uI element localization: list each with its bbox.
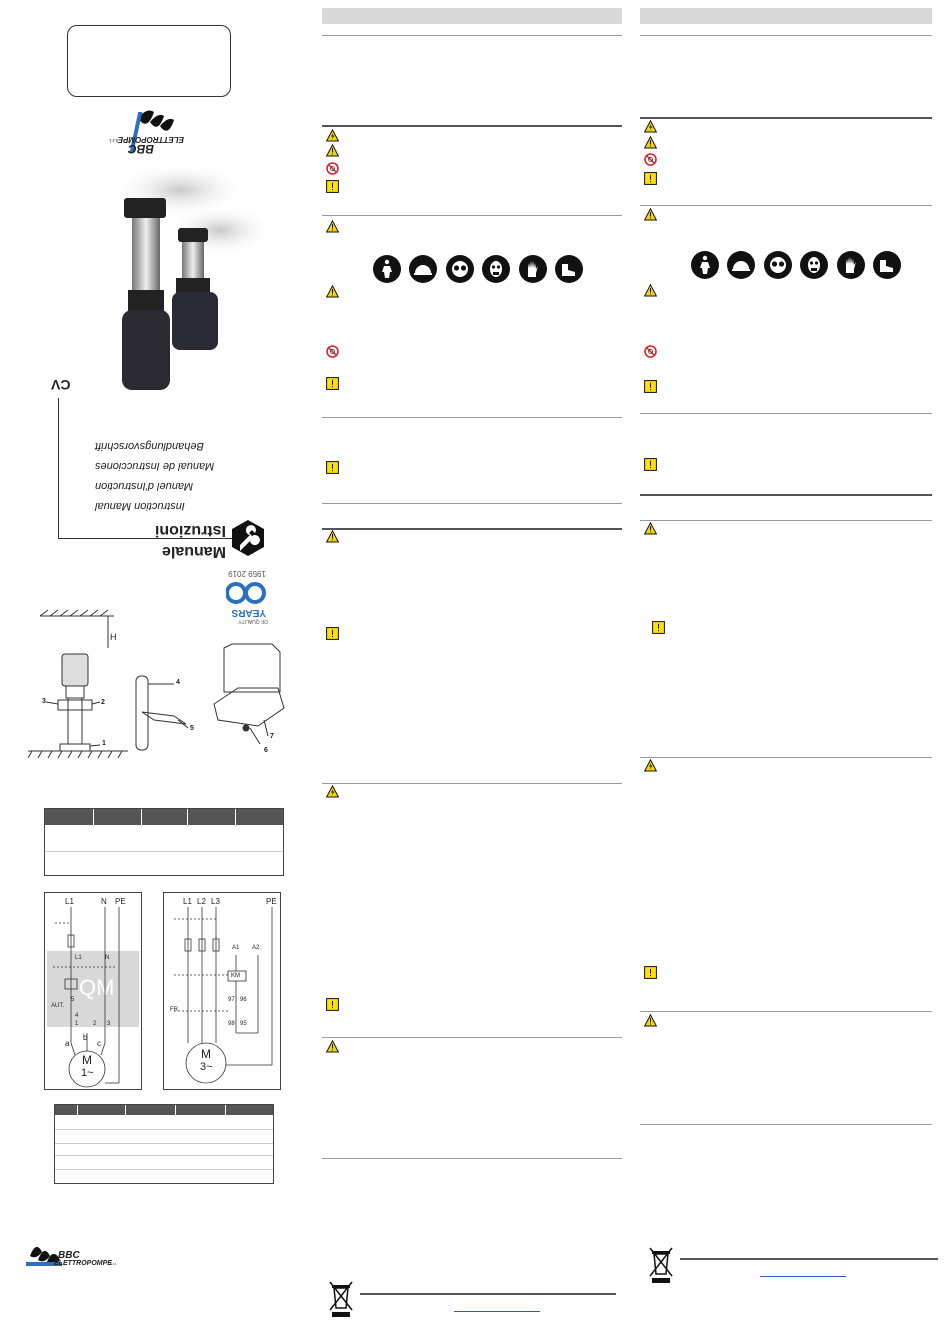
sp-motor-m: M (82, 1053, 92, 1067)
installation-figure (28, 608, 290, 760)
table-header (45, 809, 283, 825)
electric-hazard-icon (326, 785, 339, 798)
divider (322, 417, 622, 418)
sp-lead-c: c (97, 1039, 101, 1048)
sp-contact-4: 4 (75, 1013, 79, 1019)
divider (322, 1158, 622, 1159)
brand-name-bottom: BBC (58, 1250, 80, 1261)
divider (322, 1037, 622, 1038)
tp-terminal-pe: PE (266, 897, 277, 906)
language-es: Manual de Instrucciones (95, 460, 215, 472)
divider (640, 413, 932, 414)
brand-sub: ELETTROPOMPE (117, 135, 184, 144)
wrench-icon (228, 518, 268, 558)
divider (360, 1293, 616, 1295)
wiring-three-phase (163, 892, 281, 1090)
brand-logo-bottom (24, 1226, 124, 1270)
safety-boots-icon (555, 255, 583, 283)
safety-goggles-icon (446, 255, 474, 283)
cover-panel (0, 0, 310, 1344)
divider (322, 35, 622, 36)
website-link[interactable] (760, 1276, 846, 1277)
sp-aut: AUT. (51, 1003, 65, 1009)
divider (640, 35, 932, 36)
divider (640, 757, 932, 758)
three-phase-schematic (164, 893, 280, 1089)
fig-label-2: 2 (101, 699, 105, 706)
safety-boots-icon (873, 251, 901, 279)
wrench-badge (228, 518, 268, 558)
electric-hazard-icon (644, 759, 657, 772)
wiring-single-phase (44, 892, 142, 1090)
divider (640, 1124, 932, 1125)
sp-inner-n: N (105, 955, 110, 961)
anniversary-tag: OF QUALITY (238, 618, 268, 624)
brand-name: BBC (128, 142, 154, 156)
warning-icon (644, 284, 657, 297)
mandatory-icon (644, 172, 657, 185)
weee-bin-icon (328, 1280, 354, 1318)
sp-contact-2: 2 (93, 1021, 97, 1027)
mandatory-icon (652, 621, 665, 634)
divider (322, 125, 622, 127)
tp-terminal-l2: L2 (197, 897, 206, 906)
divider (640, 117, 932, 119)
anniversary-years: YEARS (231, 607, 266, 618)
cover-bracket-vertical (58, 398, 59, 538)
fig-label-6: 6 (264, 747, 268, 754)
safety-goggles-icon (764, 251, 792, 279)
title-line2: Istruzioni (154, 522, 226, 539)
sp-lead-a: a (65, 1039, 70, 1048)
warning-icon (644, 522, 657, 535)
fig-label-5: 5 (190, 725, 194, 732)
manual-column-b (640, 0, 932, 1344)
mandatory-icon (644, 380, 657, 393)
warning-icon (326, 530, 339, 543)
language-list (95, 432, 223, 514)
cover-title (148, 518, 226, 560)
brand-suffix-bottom: s.r.l. (110, 1261, 118, 1266)
table-header (55, 1105, 273, 1115)
language-de: Behandlungsvorschrift (95, 440, 204, 452)
divider (322, 503, 622, 504)
hard-hat-icon (409, 255, 437, 283)
section-header-bar (322, 8, 622, 24)
sp-terminal-pe: PE (115, 897, 126, 906)
mandatory-icon (644, 458, 657, 471)
divider (640, 494, 932, 496)
divider (322, 528, 622, 530)
spec-table-2 (54, 1104, 274, 1184)
model-label: CV (51, 377, 71, 393)
language-en: Instruction Manual (95, 500, 185, 512)
electric-hazard-icon (644, 120, 657, 133)
section-header-bar (640, 8, 932, 24)
tp-contact-97: 97 (228, 997, 235, 1003)
pump-image-icon (110, 160, 280, 400)
fig-label-h: H (110, 632, 117, 642)
safety-harness-icon (373, 255, 401, 283)
prohibition-icon (326, 345, 339, 358)
respirator-mask-icon (800, 251, 828, 279)
sp-contact-5: 5 (71, 997, 75, 1003)
ppe-icons-row (691, 251, 905, 284)
brand-logo-top (102, 104, 184, 160)
warning-icon (644, 136, 657, 149)
website-link[interactable] (454, 1311, 540, 1312)
sp-lead-b: b (83, 1033, 88, 1042)
qm-label: QM (79, 975, 115, 1000)
sp-motor-phase: 1~ (81, 1067, 94, 1079)
label-area (67, 25, 231, 97)
fig-label-3: 3 (42, 698, 46, 705)
sp-contact-1: 1 (75, 1021, 79, 1027)
fig-label-4: 4 (176, 679, 180, 686)
warning-icon (644, 208, 657, 221)
tp-coil-a1: A1 (232, 945, 240, 951)
prohibition-icon (326, 162, 339, 175)
brand-suffix: s.r.l. (108, 137, 118, 143)
sp-terminal-l1: L1 (65, 897, 74, 906)
warning-icon (326, 220, 339, 233)
tp-motor-m: M (201, 1047, 211, 1061)
tp-motor-phase: 3~ (200, 1061, 213, 1073)
installation-drawing (28, 608, 290, 760)
divider (322, 215, 622, 216)
hard-hat-icon (727, 251, 755, 279)
mandatory-icon (644, 966, 657, 979)
divider (640, 205, 932, 206)
tp-contact-95: 95 (240, 1021, 247, 1027)
divider (640, 520, 932, 521)
brand-sub-bottom: ELETTROPOMPE (54, 1260, 112, 1267)
tp-contact-98: 98 (228, 1021, 235, 1027)
manual-column-a (322, 0, 622, 1344)
protective-gloves-icon (519, 255, 547, 283)
divider (322, 783, 622, 784)
sp-contact-3: 3 (107, 1021, 111, 1027)
weee-bin-icon (648, 1246, 674, 1284)
sixty-icon (226, 580, 266, 606)
electric-hazard-icon (326, 129, 339, 142)
sp-inner-l1: L1 (75, 955, 82, 961)
language-fr: Manuel d'Instruction (95, 480, 194, 492)
mandatory-icon (326, 377, 339, 390)
warning-icon (326, 1040, 339, 1053)
sp-terminal-n: N (101, 897, 107, 906)
warning-icon (326, 285, 339, 298)
pump-photo (110, 160, 280, 400)
tp-contact-96: 96 (240, 997, 247, 1003)
tp-contactor-km: KM (231, 973, 240, 979)
tp-terminal-l1: L1 (183, 897, 192, 906)
mandatory-icon (326, 461, 339, 474)
tp-fr: FR (170, 1007, 178, 1013)
title-line1: Manuale (161, 543, 226, 560)
mandatory-icon (326, 180, 339, 193)
single-phase-schematic (45, 893, 141, 1089)
warning-icon (326, 144, 339, 157)
tp-terminal-l3: L3 (211, 897, 220, 906)
ppe-icons-row (373, 255, 587, 288)
respirator-mask-icon (482, 255, 510, 283)
prohibition-icon (644, 153, 657, 166)
warning-icon (644, 1014, 657, 1027)
anniversary-span: 1959 2019 (228, 569, 266, 578)
mandatory-icon (326, 998, 339, 1011)
spec-table-1 (44, 808, 284, 876)
divider (680, 1258, 938, 1260)
protective-gloves-icon (837, 251, 865, 279)
safety-harness-icon (691, 251, 719, 279)
tp-coil-a2: A2 (252, 945, 260, 951)
fig-label-1: 1 (102, 740, 106, 747)
mandatory-icon (326, 627, 339, 640)
divider (640, 1011, 932, 1012)
fig-label-7: 7 (270, 733, 274, 740)
prohibition-icon (644, 345, 657, 358)
